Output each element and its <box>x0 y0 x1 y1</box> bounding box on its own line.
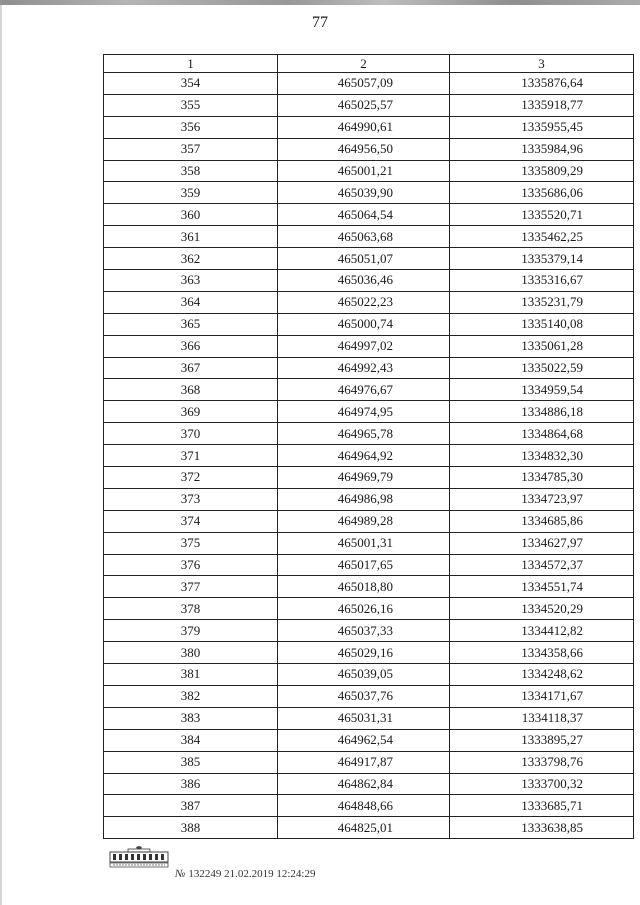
table-row <box>104 160 634 182</box>
table-cell-col-1: 360 <box>104 204 278 226</box>
table-cell-col-2: 464956,50 <box>278 138 450 160</box>
table-body <box>104 73 634 839</box>
table-row <box>104 642 634 664</box>
table-row <box>104 510 634 532</box>
table-cell-col-3: 1335876,64 <box>450 73 634 95</box>
building-emblem-icon <box>108 846 170 868</box>
table-cell-col-2: 465037,76 <box>278 685 450 707</box>
coordinates-table <box>103 54 634 839</box>
table-cell-col-3: 1335379,14 <box>450 248 634 270</box>
table-cell-col-3: 1334685,86 <box>450 510 634 532</box>
table-cell-col-2: 465022,23 <box>278 291 450 313</box>
table-row <box>104 204 634 226</box>
table-cell-col-3: 1334171,67 <box>450 685 634 707</box>
table-cell-col-2: 465029,16 <box>278 642 450 664</box>
table-cell-col-3: 1335061,28 <box>450 335 634 357</box>
table-cell-col-1: 380 <box>104 642 278 664</box>
table-cell-col-3: 1334723,97 <box>450 488 634 510</box>
table-row <box>104 795 634 817</box>
table-cell-col-2: 465039,05 <box>278 664 450 686</box>
table-cell-col-1: 361 <box>104 226 278 248</box>
table-cell-col-3: 1334118,37 <box>450 707 634 729</box>
table-cell-col-1: 368 <box>104 379 278 401</box>
table-cell-col-3: 1334572,37 <box>450 554 634 576</box>
table-cell-col-2: 465018,80 <box>278 576 450 598</box>
table-cell-col-2: 464997,02 <box>278 335 450 357</box>
table-cell-col-1: 378 <box>104 598 278 620</box>
table-cell-col-1: 359 <box>104 182 278 204</box>
table-cell-col-1: 370 <box>104 423 278 445</box>
table-cell-col-1: 387 <box>104 795 278 817</box>
page-top-scan-edge <box>0 0 640 5</box>
table-cell-col-3: 1335955,45 <box>450 116 634 138</box>
table-cell-col-3: 1333638,85 <box>450 817 634 839</box>
table-row <box>104 116 634 138</box>
table-cell-col-1: 369 <box>104 401 278 423</box>
table-row <box>104 817 634 839</box>
table-cell-col-1: 363 <box>104 270 278 292</box>
table-row <box>104 423 634 445</box>
table-cell-col-3: 1334520,29 <box>450 598 634 620</box>
table-cell-col-2: 464986,98 <box>278 488 450 510</box>
table-cell-col-3: 1335686,06 <box>450 182 634 204</box>
table-cell-col-2: 465057,09 <box>278 73 450 95</box>
table-cell-col-3: 1334832,30 <box>450 445 634 467</box>
table-cell-col-1: 375 <box>104 532 278 554</box>
table-cell-col-3: 1334864,68 <box>450 423 634 445</box>
table-cell-col-2: 465051,07 <box>278 248 450 270</box>
table-cell-col-2: 464990,61 <box>278 116 450 138</box>
table-row <box>104 620 634 642</box>
table-cell-col-1: 381 <box>104 664 278 686</box>
table-cell-col-1: 358 <box>104 160 278 182</box>
table-cell-col-2: 464992,43 <box>278 357 450 379</box>
table-cell-col-3: 1335984,96 <box>450 138 634 160</box>
table-cell-col-3: 1333895,27 <box>450 729 634 751</box>
table-cell-col-2: 464976,67 <box>278 379 450 401</box>
table-header-row <box>104 55 634 73</box>
table-row <box>104 773 634 795</box>
table-cell-col-1: 383 <box>104 707 278 729</box>
table-row <box>104 357 634 379</box>
table-cell-col-3: 1335462,25 <box>450 226 634 248</box>
table-cell-col-1: 357 <box>104 138 278 160</box>
table-cell-col-2: 465017,65 <box>278 554 450 576</box>
table-cell-col-2: 464962,54 <box>278 729 450 751</box>
table-cell-col-1: 376 <box>104 554 278 576</box>
table-row <box>104 729 634 751</box>
document-reference <box>175 868 316 880</box>
page-left-scan-edge <box>0 0 2 905</box>
table-cell-col-1: 364 <box>104 291 278 313</box>
table-row <box>104 598 634 620</box>
table-cell-col-1: 384 <box>104 729 278 751</box>
table-cell-col-1: 379 <box>104 620 278 642</box>
table-cell-col-1: 382 <box>104 685 278 707</box>
table-cell-col-2: 464848,66 <box>278 795 450 817</box>
table-cell-col-1: 372 <box>104 467 278 489</box>
table-cell-col-1: 377 <box>104 576 278 598</box>
table-cell-col-3: 1334886,18 <box>450 401 634 423</box>
table-cell-col-2: 465001,31 <box>278 532 450 554</box>
table-cell-col-1: 355 <box>104 94 278 116</box>
table-cell-col-3: 1333700,32 <box>450 773 634 795</box>
table-cell-col-3: 1335140,08 <box>450 313 634 335</box>
table-row <box>104 467 634 489</box>
table-cell-col-3: 1334627,97 <box>450 532 634 554</box>
table-row <box>104 94 634 116</box>
table-cell-col-1: 365 <box>104 313 278 335</box>
table-cell-col-2: 465036,46 <box>278 270 450 292</box>
table-row <box>104 291 634 313</box>
table-cell-col-3: 1335316,67 <box>450 270 634 292</box>
table-cell-col-1: 362 <box>104 248 278 270</box>
page-number: 77 <box>312 14 328 31</box>
table-cell-col-2: 465037,33 <box>278 620 450 642</box>
number-sign: № <box>175 868 186 880</box>
table-cell-col-3: 1333798,76 <box>450 751 634 773</box>
table-cell-col-3: 1334551,74 <box>450 576 634 598</box>
table-cell-col-3: 1335809,29 <box>450 160 634 182</box>
table-row <box>104 685 634 707</box>
column-header-1: 1 <box>104 55 278 73</box>
table-cell-col-3: 1334959,54 <box>450 379 634 401</box>
table-cell-col-2: 465025,57 <box>278 94 450 116</box>
table-cell-col-1: 354 <box>104 73 278 95</box>
table-row <box>104 664 634 686</box>
table-cell-col-3: 1335520,71 <box>450 204 634 226</box>
table-cell-col-3: 1334785,30 <box>450 467 634 489</box>
table-row <box>104 182 634 204</box>
table-cell-col-3: 1333685,71 <box>450 795 634 817</box>
column-header-3: 3 <box>450 55 634 73</box>
table-cell-col-2: 464825,01 <box>278 817 450 839</box>
table-row <box>104 138 634 160</box>
table-cell-col-1: 367 <box>104 357 278 379</box>
table-row <box>104 226 634 248</box>
table-cell-col-3: 1334248,62 <box>450 664 634 686</box>
table-cell-col-2: 465064,54 <box>278 204 450 226</box>
table-cell-col-3: 1335918,77 <box>450 94 634 116</box>
table-cell-col-2: 464964,92 <box>278 445 450 467</box>
table-cell-col-2: 465001,21 <box>278 160 450 182</box>
table-cell-col-3: 1334412,82 <box>450 620 634 642</box>
table-cell-col-1: 373 <box>104 488 278 510</box>
table-row <box>104 379 634 401</box>
table-cell-col-1: 386 <box>104 773 278 795</box>
table-row <box>104 532 634 554</box>
table-row <box>104 313 634 335</box>
table-row <box>104 401 634 423</box>
table-cell-col-1: 385 <box>104 751 278 773</box>
document-reference-text: 132249 21.02.2019 12:24:29 <box>188 868 316 880</box>
table-row <box>104 576 634 598</box>
table-cell-col-2: 464969,79 <box>278 467 450 489</box>
column-header-2: 2 <box>278 55 450 73</box>
table-row <box>104 73 634 95</box>
table-cell-col-1: 388 <box>104 817 278 839</box>
table-cell-col-1: 366 <box>104 335 278 357</box>
table-row <box>104 335 634 357</box>
table-row <box>104 751 634 773</box>
table-row <box>104 248 634 270</box>
table-cell-col-1: 374 <box>104 510 278 532</box>
table-cell-col-2: 464862,84 <box>278 773 450 795</box>
table-row <box>104 445 634 467</box>
table-cell-col-2: 464917,87 <box>278 751 450 773</box>
table-cell-col-2: 465031,31 <box>278 707 450 729</box>
table-row <box>104 707 634 729</box>
table-cell-col-1: 356 <box>104 116 278 138</box>
table-row <box>104 554 634 576</box>
table-cell-col-1: 371 <box>104 445 278 467</box>
table-cell-col-2: 465063,68 <box>278 226 450 248</box>
table-row <box>104 270 634 292</box>
table-cell-col-2: 465039,90 <box>278 182 450 204</box>
table-cell-col-2: 464965,78 <box>278 423 450 445</box>
table-cell-col-3: 1335022,59 <box>450 357 634 379</box>
table-cell-col-2: 465000,74 <box>278 313 450 335</box>
table-row <box>104 488 634 510</box>
table-cell-col-2: 464989,28 <box>278 510 450 532</box>
table-cell-col-2: 464974,95 <box>278 401 450 423</box>
table-cell-col-2: 465026,16 <box>278 598 450 620</box>
table-cell-col-3: 1334358,66 <box>450 642 634 664</box>
table-cell-col-3: 1335231,79 <box>450 291 634 313</box>
